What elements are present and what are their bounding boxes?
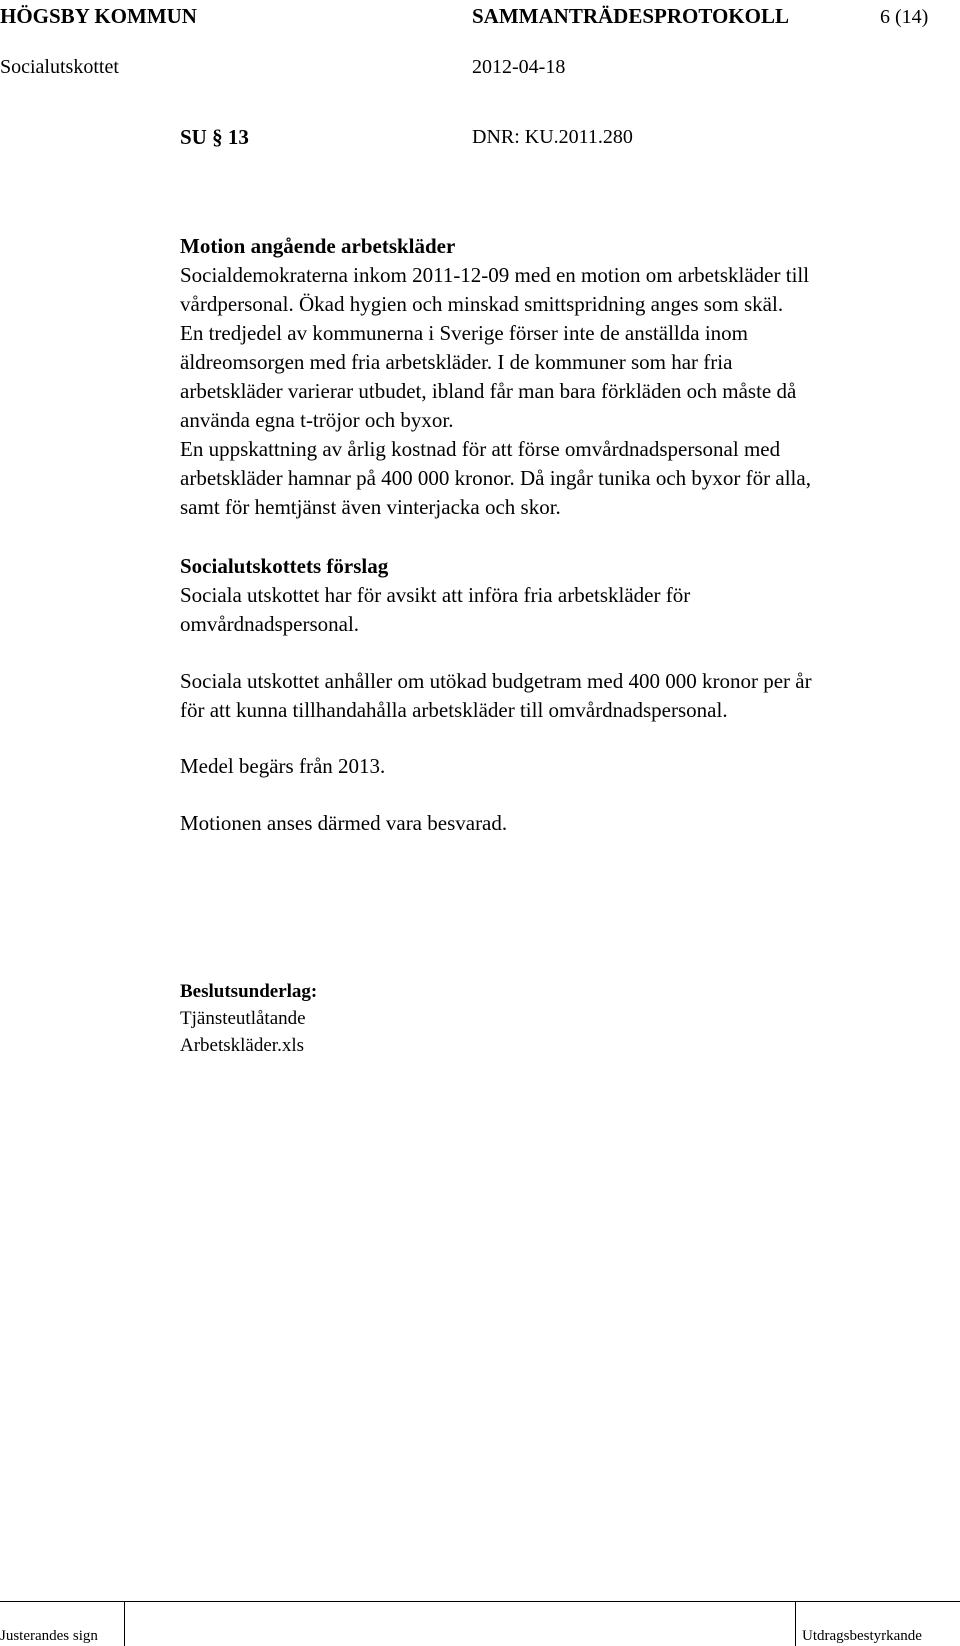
motion-line: En uppskattning av årlig kostnad för att förse omvårdnadspersonal med — [180, 437, 781, 461]
municipality-name: HÖGSBY KOMMUN — [0, 4, 197, 28]
conclusion-statement — [180, 809, 940, 838]
proposal-line: omvårdnadspersonal. — [180, 612, 360, 636]
motion-line: samt för hemtjänst även vinterjacka och skor. — [180, 495, 561, 519]
signature-label: Justerandes sign — [0, 1628, 98, 1644]
proposal-title: Socialutskottets förslag — [180, 554, 389, 578]
extract-label: Utdragsbestyrkande — [802, 1628, 922, 1644]
meeting-date: 2012-04-18 — [472, 56, 566, 78]
funding-line: Medel begärs från 2013. — [180, 754, 386, 778]
motion-line: vårdpersonal. Ökad hygien och minskad smittspridning anges som skäl. — [180, 292, 784, 316]
proposal-section — [180, 552, 940, 639]
motion-line: arbetskläder varierar utbudet, ibland får man bara förkläden och måste då — [180, 379, 797, 403]
section-number: SU § 13 — [180, 125, 249, 149]
basis-section — [180, 978, 940, 1059]
proposal-line: Sociala utskottet har för avsikt att införa fria arbetskläder för — [180, 583, 691, 607]
basis-item: Tjänsteutlåtande — [180, 1008, 306, 1029]
motion-line: äldreomsorgen med fria arbetskläder. I de kommuner som har fria — [180, 350, 733, 374]
extract-box — [795, 1602, 796, 1646]
motion-line: En tredjedel av kommunerna i Sverige förser inte de anställda inom — [180, 321, 748, 345]
document-type: SAMMANTRÄDESPROTOKOLL — [472, 4, 789, 28]
committee-name: Socialutskottet — [0, 56, 119, 78]
footer-divider — [0, 1601, 960, 1602]
motion-title: Motion angående arbetskläder — [180, 234, 456, 258]
motion-line: använda egna t-tröjor och byxor. — [180, 408, 454, 432]
budget-line: för att kunna tillhandahålla arbetskläder till omvårdnadspersonal. — [180, 698, 728, 722]
basis-item: Arbetskläder.xls — [180, 1035, 305, 1056]
page-number: 6 (14) — [880, 6, 929, 28]
motion-section — [180, 232, 940, 522]
funding-statement — [180, 752, 940, 781]
basis-title: Beslutsunderlag: — [180, 981, 318, 1002]
motion-line: Socialdemokraterna inkom 2011-12-09 med en motion om arbetskläder till — [180, 263, 810, 287]
budget-section — [180, 667, 940, 725]
motion-line: arbetskläder hamnar på 400 000 kronor. Då ingår tunika och byxor för alla, — [180, 466, 811, 490]
budget-line: Sociala utskottet anhåller om utökad budgetram med 400 000 kronor per år — [180, 669, 812, 693]
conclusion-line: Motionen anses därmed vara besvarad. — [180, 811, 508, 835]
case-dnr: DNR: KU.2011.280 — [472, 126, 633, 148]
